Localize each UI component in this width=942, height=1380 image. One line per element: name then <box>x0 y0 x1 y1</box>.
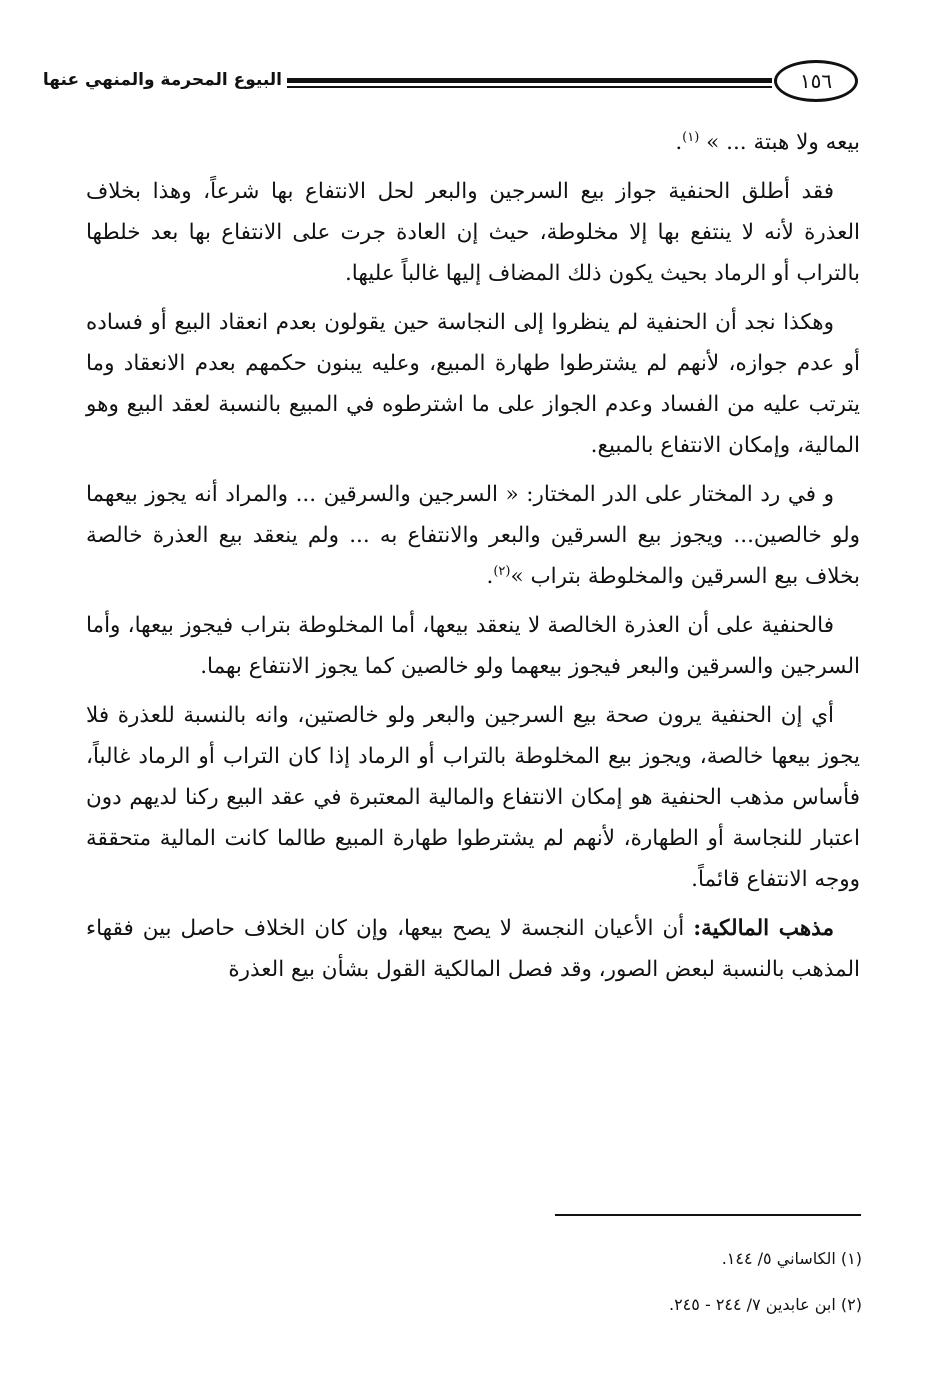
footnote-ref-2: (٢) <box>493 563 511 579</box>
paragraph-6: أي إن الحنفية يرون صحة بيع السرجين والبعر ولو خالصتين، وانه بالنسبة للعذرة فلا يجوز بيعها خالصة، ويجوز بيع المخلوطة بالتراب أو الرماد إذا كان التراب أو الرماد غالباً، فأساس مذهب الحنفية هو إمكان الانتفاع والمالية المعتبرة في عقد البيع ركنا لديهم دون اعتبار للنجاسة أو الطهارة، لأنهم لم يشترطوا طهارة المبيع طالما كانت المالية متحققة ووجه الانتفاع قائماً. <box>86 703 860 892</box>
paragraph-text: بيعه ولا هبتة ... » <box>699 130 860 155</box>
paragraph-3: وهكذا نجد أن الحنفية لم ينظروا إلى النجاسة حين يقولون بعدم انعقاد البيع أو فساده أو عدم جوازه، لأنهم لم يشترطوا طهارة المبيع، وعليه يبنون حكمهم بعدم الانعقاد وما يترتب عليه من الفساد وعدم الجواز على ما اشترطوه في المبيع بالنسبة لعقد البيع وهو المالية، وإمكان الانتفاع بالمبيع. <box>86 310 860 458</box>
paragraph-2: فقد أطلق الحنفية جواز بيع السرجين والبعر لحل الانتفاع بها شرعاً، وهذا بخلاف العذرة لأنه لا ينتفع بها إلا مخلوطة، حيث إن العادة جرت على الانتفاع بها بعد خلطها بالتراب أو الرماد بحيث يكون ذلك المضاف إليها غالباً عليها. <box>86 179 860 286</box>
footnote-2: (٢) ابن عابدين ٧/ ٢٤٤ - ٢٤٥. <box>668 1295 862 1314</box>
running-title: البيوع المحرمة والمنهي عنها <box>42 70 282 90</box>
section-lead: مذهب المالكية: <box>693 916 834 941</box>
paragraph-5: فالحنفية على أن العذرة الخالصة لا ينعقد بيعها، أما المخلوطة بتراب فيجوز بيعها، وأما السرجين والسرقين والبعر فيجوز بيعهما ولو خالصين كما يجوز الانتفاع بهما. <box>86 613 860 679</box>
paragraph-text: و في رد المختار على الدر المختار: « السرجين والسرقين ... والمراد أنه يجوز بيعهما ولو خالصين... ويجوز بيع السرقين والبعر والانتفاع به ... ولم ينعقد بيع العذرة خالصة بخلاف بيع السرقين والمخلوطة بتراب » <box>86 482 860 589</box>
footnote-separator <box>555 1214 861 1216</box>
paragraph-end: . <box>486 564 494 589</box>
page-header <box>42 60 862 104</box>
header-rule-thin <box>287 86 772 88</box>
paragraph-1 <box>86 122 860 163</box>
footnote-1: (١) الكاساني ٥/ ١٤٤. <box>721 1249 862 1268</box>
page-number: ١٥٦ <box>774 60 858 102</box>
footnote-ref-1: (١) <box>682 129 700 145</box>
footnotes <box>86 1236 862 1328</box>
paragraph-end: . <box>675 130 683 155</box>
header-rule-thick <box>287 78 772 83</box>
paragraph-7 <box>86 908 860 990</box>
body-text <box>86 122 860 998</box>
paragraph-text: أن الأعيان النجسة لا يصح بيعها، وإن كان الخلاف حاصل بين فقهاء المذهب بالنسبة لبعض الصور، وقد فصل المالكية القول بشأن بيع العذرة <box>86 916 860 982</box>
paragraph-4 <box>86 474 860 597</box>
